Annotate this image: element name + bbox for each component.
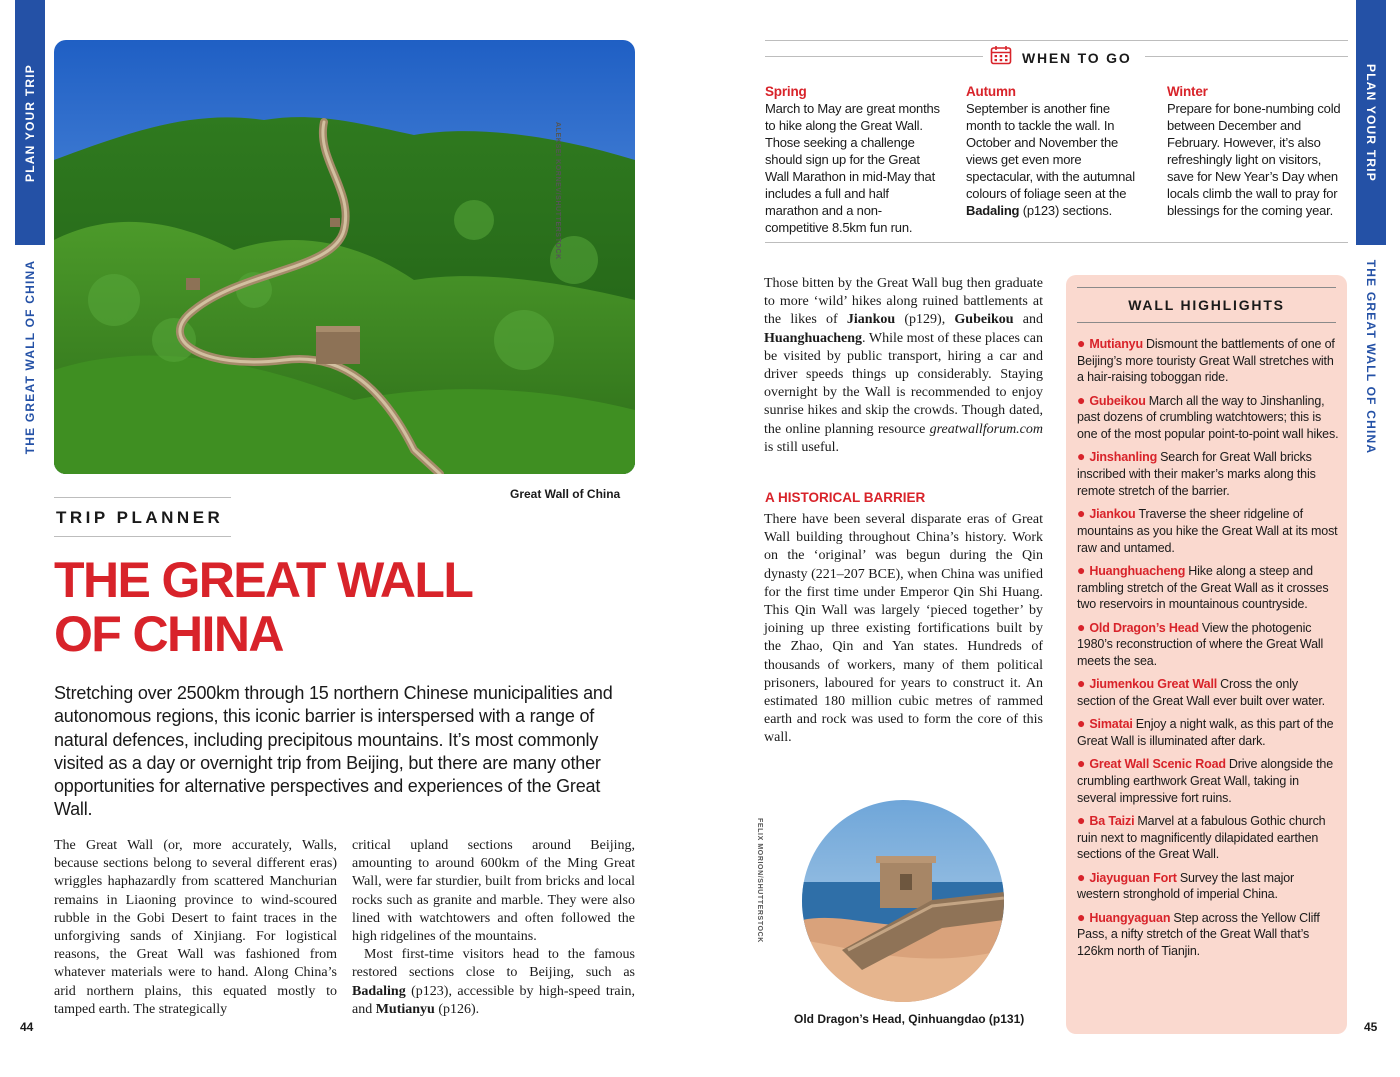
wall-highlights-box (1066, 275, 1347, 1034)
calendar-icon (990, 45, 1012, 70)
list-item: ● Huangyaguan Step across the Yellow Cliff Pass, a nifty stretch of the Great Wall that’s 126km north of Tianjin. (1077, 908, 1320, 959)
side-tab-section: THE GREAT WALL OF CHINA (23, 259, 38, 455)
list-item: ● Great Wall Scenic Road Drive alongside the crumbling earthwork Great Wall, taking in several impressive fort ruins. (1077, 755, 1334, 805)
list-item: ● Gubeikou March all the way to Jinshanling, past dozens of crumbling watchtowers; this is one of the most popular point-to-point wall hikes. (1077, 391, 1339, 442)
body-paragraph: Most first-time visitors head to the famous restored sections close to Beijing, such as Badaling (p123), accessible by high-speed train, and Mutianyu (p126). (352, 947, 635, 1017)
highlights-list (1077, 335, 1339, 965)
highlights-rule (1077, 287, 1336, 288)
bullet-dot-icon: ● (1077, 618, 1086, 635)
body-column-2: critical upland sections around Beijing, amounting to around 600km of the Ming Great Wall, were far sturdier, built from bricks and local rocks such as granite and marble. They were also lined with watchtowers and often followed the high ridgelines of the mountains. Most first-time visitors head to the famous restored sections close to Beijing, such as Badaling (p123), accessible by high-speed train, and Mutianyu (p126). (352, 837, 635, 1019)
list-item: ● Old Dragon’s Head View the photogenic 1980’s reconstruction of where the Great Wall meets the sea. (1077, 618, 1324, 668)
bullet-dot-icon: ● (1077, 755, 1086, 772)
photo-caption: Great Wall of China (510, 487, 621, 501)
side-tab-plan: PLAN YOUR TRIP (23, 63, 38, 182)
section-kicker: TRIP PLANNER (56, 508, 224, 527)
when-to-go-rule (1145, 56, 1348, 57)
list-item: ● Huanghuacheng Hike along a steep and rambling stretch of the Great Wall as it crosses two reservoirs in mountainous countryside. (1077, 561, 1329, 612)
bullet-dot-icon: ● (1077, 448, 1086, 465)
bullet-dot-icon: ● (1077, 908, 1086, 925)
season-winter: Winter Prepare for bone-numbing cold between December and February. However, it’s also refreshingly light on visitors, save for New Year’s Day when locals climb the wall to pray for blessings for the coming year. (1167, 84, 1341, 218)
body-column-3 (764, 275, 1043, 457)
kicker-rule (54, 497, 231, 498)
season-autumn: Autumn September is another fine month to tackle the wall. In October and November the views get even more spectacular, with the autumnal colours of foliage seen at the Badaling (p123) sections. (966, 84, 1135, 218)
subheading: A HISTORICAL BARRIER (765, 490, 926, 505)
side-tab-plan: PLAN YOUR TRIP (1364, 63, 1379, 182)
highlights-rule (1077, 322, 1336, 323)
intro-paragraph: Stretching over 2500km through 15 northern Chinese municipalities and autonomous regions, this iconic barrier is interspersed with a range of natural defences, including precipitous mountains. It’s most commonly visited as a day or overnight trip from Beijing, but there are many other opportunities for alternative perspectives and experiences of the Great Wall. (54, 683, 613, 820)
great-wall-photo (54, 40, 635, 474)
photo-credit: ALEKSEI KORNEV/SHUTTERSTOCK (554, 122, 561, 260)
page-title: THE GREAT WALL OF CHINA (54, 552, 473, 662)
body-paragraph: Those bitten by the Great Wall bug then graduate to more ‘wild’ hikes along ruined battlements at the likes of Jiankou (p129), Gubeikou and Huanghuacheng. While most of these places can be visited by public transport, hiring a car and driver speeds things up considerably. Staying overnight by the Wall is recommended to enjoy sunrise hikes and skip the crowds. Though dated, the online planning resource greatwallforum.com is still useful. (764, 276, 1044, 455)
list-item: ● Ba Taizi Marvel at a fabulous Gothic church ruin next to magnificently dilapidated earthen sections of the Great Wall. (1077, 811, 1326, 862)
photo-credit: FELIX MORION/SHUTTERSTOCK (756, 818, 763, 943)
when-to-go-rule (765, 56, 983, 57)
season-spring: Spring March to May are great months to hike along the Great Wall. Those seeking a challenge should sign up for the Great Wall Marathon in mid-May that includes a full and half marathon and a non-competitive 8.5km fun run. (765, 84, 940, 235)
kicker-rule (54, 536, 231, 537)
body-column-3b: There have been several disparate eras of Great Wall building throughout China’s history. Work on the ‘original’ was begun during the Qin dynasty (221–207 BCE), when China was unified for the first time under Emperor Qin Shi Huang. This Qin Wall was largely ‘pieced together’ by joining up three existing fortifications built by the Zhao, Qin and Yan states. Hundreds of thousands of workers, many of them political prisoners, laboured for years to construct it. An estimated 180 million cubic metres of rammed earth and rock was used to form the core of this wall. (764, 512, 1043, 746)
right-side-tab (1356, 0, 1386, 1077)
bullet-dot-icon: ● (1077, 811, 1086, 828)
body-column-1: The Great Wall (or, more accurately, Walls, because sections belong to several different eras) wriggles haphazardly from scattered Manchurian remains in Liaoning province to wind-scoured rubble in the Gobi Desert to faint traces in the unforgiving sands of Xinjiang. For logistical reasons, the Great Wall was fashioned from whatever materials were to hand. Along China’s arid northern plains, this equated mostly to tamped earth. The strategically (54, 838, 337, 1017)
list-item: ● Jiumenkou Great Wall Cross the only section of the Great Wall ever built over water. (1077, 675, 1326, 708)
old-dragons-head-photo (802, 800, 1004, 1002)
list-item: ● Jinshanling Search for Great Wall bricks inscribed with their maker’s marks along this remote stretch of the barrier. (1077, 448, 1316, 498)
bullet-dot-icon: ● (1077, 505, 1086, 522)
list-item: ● Mutianyu Dismount the battlements of one of Beijing’s more touristy Great Wall stretches with a hair-raising toboggan ride. (1077, 335, 1335, 385)
bullet-dot-icon: ● (1077, 675, 1086, 692)
page-number-left: 44 (20, 1020, 34, 1034)
bullet-dot-icon: ● (1077, 715, 1086, 732)
left-side-tab (15, 0, 45, 1077)
side-tab-section: THE GREAT WALL OF CHINA (1364, 259, 1379, 455)
when-to-go-header (990, 45, 1132, 70)
circle-photo-caption: Old Dragon’s Head, Qinhuangdao (p131) (794, 1012, 1025, 1026)
bullet-dot-icon: ● (1077, 868, 1086, 885)
list-item: ● Simatai Enjoy a night walk, as this part of the Great Wall is illuminated after dark. (1077, 715, 1334, 748)
bullet-dot-icon: ● (1077, 391, 1086, 408)
bullet-dot-icon: ● (1077, 561, 1086, 578)
when-to-go-rule-bottom (765, 242, 1348, 243)
page-number-right: 45 (1364, 1020, 1378, 1034)
bullet-dot-icon: ● (1077, 335, 1086, 351)
when-to-go-rule-top (765, 40, 1348, 41)
list-item: ● Jiayuguan Fort Survey the last major western stronghold of imperial China. (1077, 868, 1295, 902)
when-to-go-title: WHEN TO GO (1022, 49, 1132, 66)
list-item: ● Jiankou Traverse the sheer ridgeline of mountains as you hike the Great Wall at its most raw and untamed. (1077, 505, 1338, 555)
highlights-title: WALL HIGHLIGHTS (1128, 297, 1285, 313)
